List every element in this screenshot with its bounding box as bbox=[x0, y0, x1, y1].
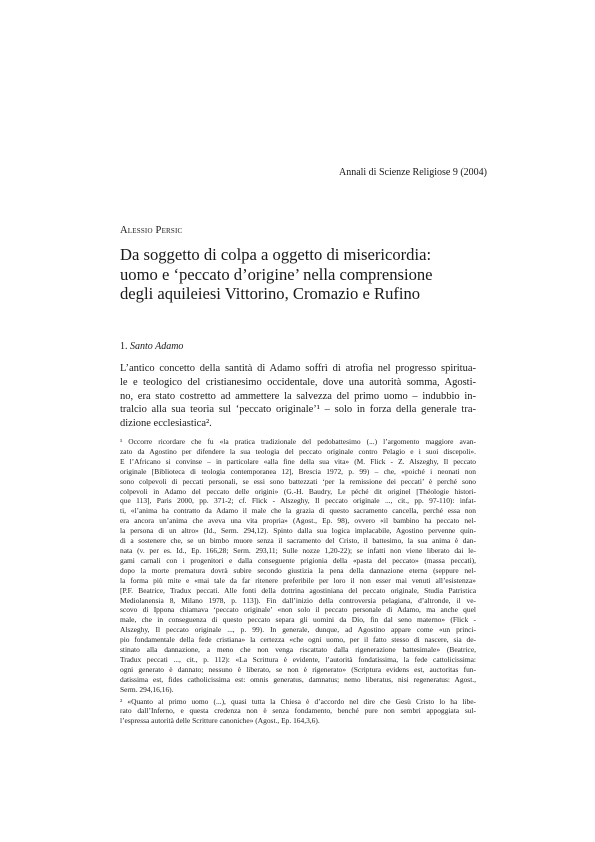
footnote-line: datissima est, fides catholicissima est: omnis generatus, damnatus; nemo liberatus, nisi regeneratus: Agost., bbox=[120, 674, 476, 684]
title-line: uomo e ‘peccato d’origine’ nella comprensione bbox=[120, 264, 433, 284]
section-title: Santo Adamo bbox=[130, 341, 184, 352]
footnote-line: stinato alla dannazione, a meno che non venga riscattato dalla rigenerazione battesimale» (Beatrice, bbox=[120, 645, 476, 655]
footnote-line: Tradux peccati ..., cit., p. 112): «La Scrittura è evidente, l’autorità fondatissima, la fede cattolicissima: bbox=[120, 654, 476, 664]
footnote-line: gami carnali con i progenitori e dalla conseguente prigionia della «pasta del peccato» (massa peccati), bbox=[120, 555, 476, 565]
section-number: 1. bbox=[120, 341, 128, 352]
author-name: Alessio Persic bbox=[120, 225, 183, 236]
footnote-line: di a sostenere che, se un bimbo muore senza il sacramento del Cristo, il battesimo, la sua anima è dan- bbox=[120, 536, 476, 546]
footnote-line: sono colpevoli di peccati personali, se essi sono battezzati ‘per la remissione dei peccati’ è perché sono bbox=[120, 476, 476, 486]
footnote-line: ² «Quanto al primo uomo (...), quasi tutta la Chiesa è d’accordo nel dire che Gesù Cristo lo ha libe- bbox=[120, 696, 476, 706]
article-title bbox=[120, 245, 500, 304]
body-paragraph bbox=[120, 362, 476, 431]
footnote-line: la forma più mite e «mai tale da far ritenere preferibile per loro il non esser mai venuti all’esistenza» bbox=[120, 575, 476, 585]
footnote-line: Serm. 294,16,16). bbox=[120, 684, 174, 694]
footnote-line: nata (v. per es. Id., Ep. 166,28; Serm. 293,11; Sulle nozze 1,20-22); se infatti non viene liberato dai le- bbox=[120, 545, 476, 555]
body-line: L’antico concetto della santità di Adamo soffrì di atrofia nel progresso spiritua- bbox=[120, 363, 476, 374]
footnote-line: ti, «l’anima ha contratto da Adamo il male che la grazia di questo sacramento cancella, perché essa non bbox=[120, 506, 476, 516]
footnote-line: ¹ Occorre ricordare che fu «la pratica tradizionale del pedobattesimo (...) l’argomento maggiore avan- bbox=[120, 437, 476, 446]
footnote-line: que 113], Paris 2000, pp. 371-2; cf. Flick - Alszeghy, Il peccato originale ..., cit., pp. 97-110): infat- bbox=[120, 496, 476, 506]
footnote-line: era ancora un’anima che aveva una vita propria» (Agost., Ep. 98), ovvero «il bambino ha peccato nel- bbox=[120, 516, 476, 526]
footnote-line: scovo di Ippona chiamava ‘peccato originale’ «non solo il peccato personale di Adamo, ma anche quel bbox=[120, 605, 476, 615]
body-line: no, era stato costretto ad ammettere la salvezza del primo uomo – indubbio in- bbox=[120, 390, 476, 402]
footnote-1 bbox=[120, 437, 476, 695]
footnote-line: Mediolanensia 8, Milano 1978, p. 113]). Fin dall’inizio della controversia pelagiana, d’altronde, il ve- bbox=[120, 595, 476, 605]
running-header: Annali di Scienze Religiose 9 (2004) bbox=[338, 167, 487, 178]
title-line: Da soggetto di colpa a oggetto di misericordia: bbox=[120, 245, 432, 264]
footnote-line: ogni generato è dannato; nessuno è liberato, se non è rigenerato» (Scriptura evidens est, auctoritas fun- bbox=[120, 664, 476, 674]
body-line: dizione ecclesiastica². bbox=[120, 418, 212, 430]
footnote-line: originale [Biblioteca di teologia contemporanea 12], Brescia 1972, p. 99) – che, «poiché i neonati non bbox=[120, 466, 476, 476]
footnote-line: rato dall’Inferno, e questa credenza non è senza fondamento, benché pure non sembri appoggiata sul- bbox=[120, 706, 476, 716]
footnote-line: male, che in conseguenza di questo peccato separa gli uomini da Dio, fin dal seno materno» (Flick - bbox=[120, 615, 476, 625]
footnote-line: Alszeghy, Il peccato originale ..., p. 99). In generale, dunque, ad Agostino appare come «un princi- bbox=[120, 625, 476, 635]
footnote-line: l’espressa autorità delle Scritture canoniche» (Agost., Ep. 164,3,6). bbox=[120, 716, 320, 726]
footnotes bbox=[120, 437, 476, 726]
footnote-line: pio fondamentale della fede cristiana» la certezza «che ogni uomo, per il fatto stesso di nascere, sia de- bbox=[120, 635, 476, 645]
footnote-line: dopo la morte prematura dovrà subire secondo giustizia la pena della dannazione eterna (seppure nel- bbox=[120, 565, 476, 575]
footnote-line: la persona di un altro» (Id., Serm. 294,12). Spinto dalla sua logica implacabile, Agostino pervenne quin- bbox=[120, 526, 476, 536]
body-line: tralcio alla sua teoria sul ‘peccato originale’¹ – solo in forza della generale tra- bbox=[120, 404, 476, 416]
footnote-2 bbox=[120, 697, 476, 727]
footnote-line: zato da Agostino per difendere la sua teologia del peccato originale contro Pelagio e i suoi discepoli». bbox=[120, 446, 476, 456]
footnote-line: E l’Africano si convinse – in particolare «alla fine della sua vita» (M. Flick - Z. Alszeghy, Il peccato bbox=[120, 456, 476, 466]
footnote-line: [P.F. Beatrice, Tradux peccati. Alle fonti della dottrina agostiniana del peccato originale, Studia Patristica bbox=[120, 585, 476, 595]
body-line: le e teologico del cristianesimo occidentale, dove una autorità somma, Agosti- bbox=[120, 376, 476, 388]
footnote-line: colpevoli in Adamo del peccato delle origini» (G.-H. Baudry, Le péché dit originel [Théologie histori- bbox=[120, 486, 476, 496]
section-heading bbox=[120, 341, 183, 352]
title-line: degli aquileiesi Vittorino, Cromazio e Rufino bbox=[120, 284, 421, 303]
